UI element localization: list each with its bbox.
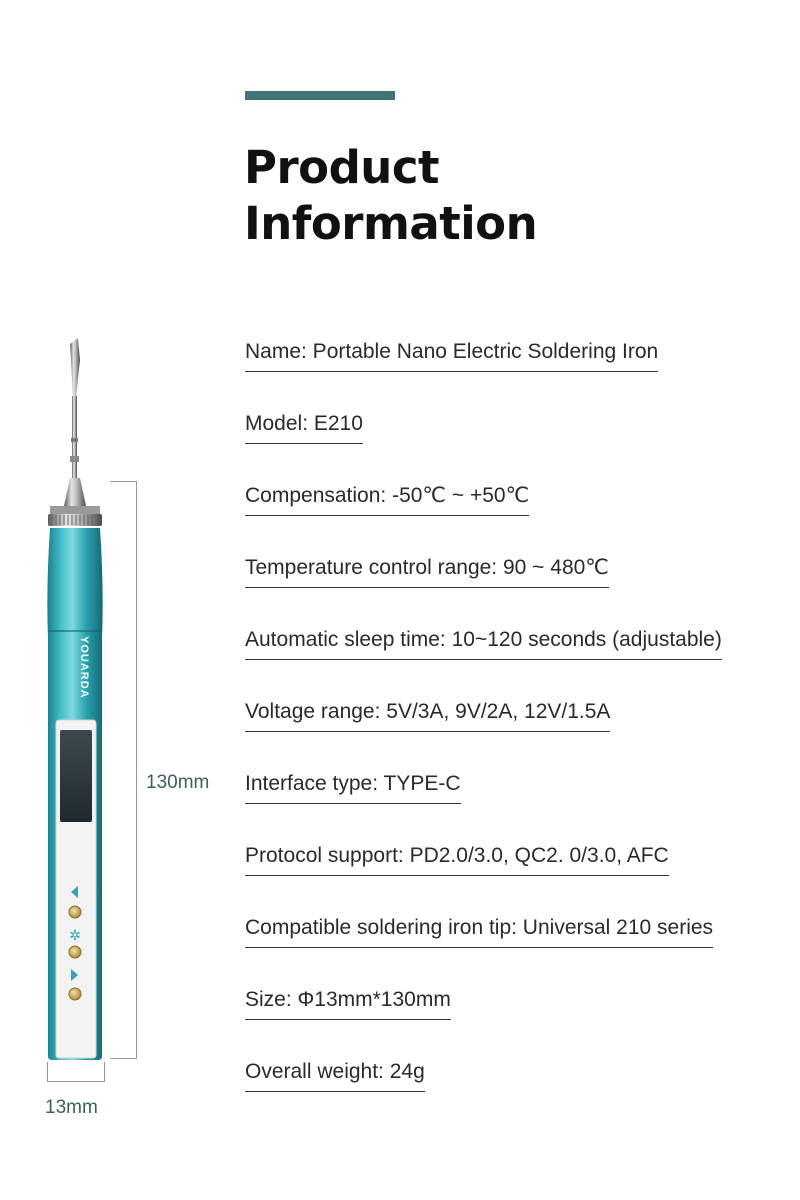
spec-size: Size: Φ13mm*130mm: [245, 986, 451, 1020]
asterisk-icon: ✲: [69, 928, 81, 944]
diameter-dim-right-tick: [104, 1062, 105, 1082]
iron-collar: [48, 478, 102, 526]
page-title: [244, 140, 537, 252]
control-button-2: [69, 946, 81, 958]
accent-bar: [245, 91, 395, 100]
spec-compensation: Compensation: -50℃ ~ +50℃: [245, 482, 529, 516]
diameter-label: 13mm: [45, 1097, 98, 1118]
spec-name: Name: Portable Nano Electric Soldering Iron: [245, 338, 658, 372]
spec-sleep-time: Automatic sleep time: 10~120 seconds (adjustable): [245, 626, 722, 660]
control-button-3: [69, 988, 81, 1000]
length-dim-bottom-tick: [110, 1058, 137, 1059]
title-line-2: Information: [244, 197, 538, 250]
spec-voltage-range: Voltage range: 5V/3A, 9V/2A, 12V/1.5A: [245, 698, 610, 732]
spec-compatible-tip: Compatible soldering iron tip: Universal 210 series: [245, 914, 713, 948]
spec-interface-type: Interface type: TYPE-C: [245, 770, 461, 804]
length-dim-line: [136, 481, 137, 1059]
soldering-iron-illustration: [40, 338, 112, 1064]
spec-weight: Overall weight: 24g: [245, 1058, 425, 1092]
brand-text: YOUARDA: [78, 636, 90, 699]
title-line-1: Product: [244, 141, 440, 194]
spec-temperature-range: Temperature control range: 90 ~ 480℃: [245, 554, 609, 588]
diameter-dim-line: [47, 1081, 105, 1082]
iron-tip: [70, 338, 80, 478]
length-dim-top-tick: [110, 481, 137, 482]
diameter-dim-left-tick: [47, 1062, 48, 1082]
length-label: 130mm: [146, 772, 210, 793]
control-button-1: [69, 906, 81, 918]
spec-protocol-support: Protocol support: PD2.0/3.0, QC2. 0/3.0, AFC: [245, 842, 669, 876]
spec-model: Model: E210: [245, 410, 363, 444]
lcd-screen: [60, 730, 92, 822]
